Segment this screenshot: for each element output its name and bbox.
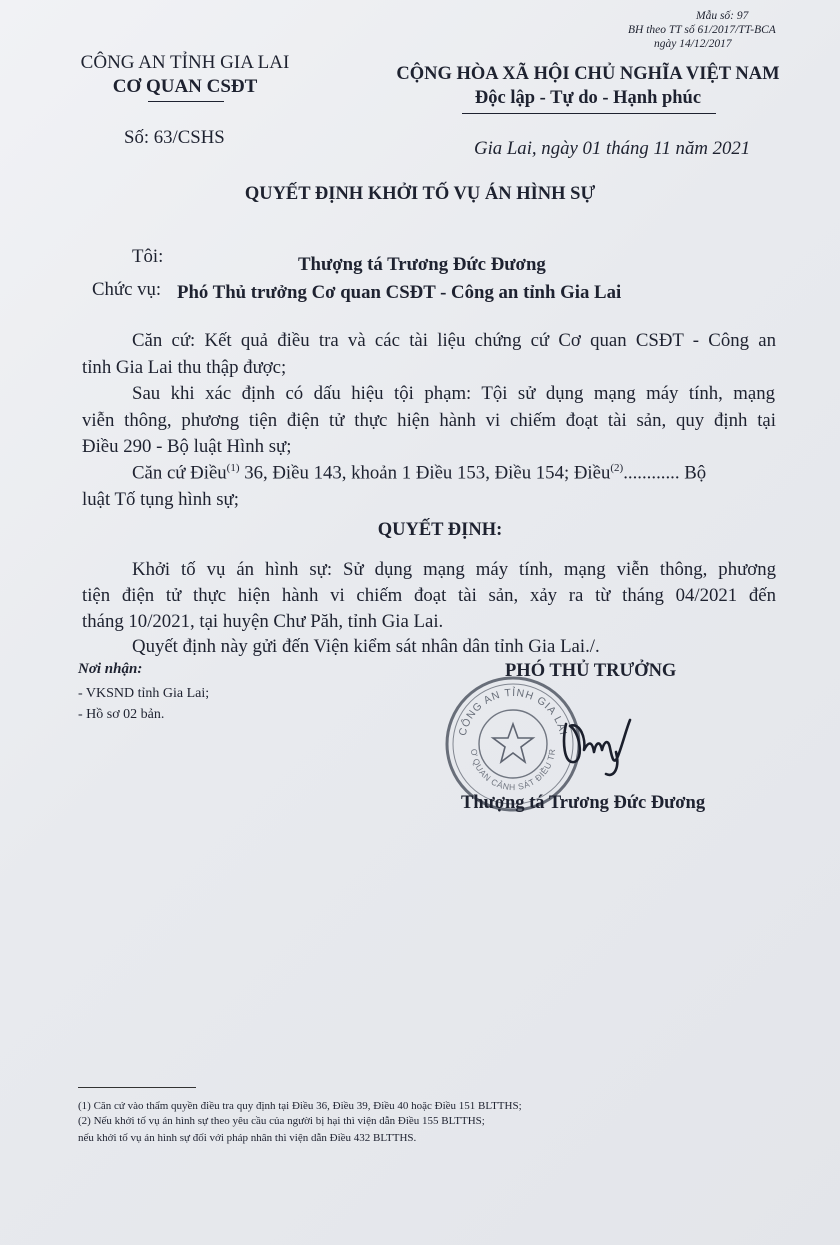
chucvu-value: Phó Thủ trưởng Cơ quan CSĐT - Công an tỉnh Gia Lai — [177, 282, 622, 303]
decision-heading: QUYẾT ĐỊNH: — [377, 520, 503, 540]
recipients-heading: Nơi nhận: — [78, 661, 143, 677]
p3-text-c: ............ Bộ — [623, 462, 707, 484]
agency-unit: CƠ QUAN CSĐT — [112, 76, 258, 97]
footnote-1: (1) Căn cứ vào thẩm quyền điều tra quy định tại Điều 36, Điều 39, Điều 40 hoặc Điều 151 BLTTHS; — [78, 1100, 522, 1112]
seal-bottom-text: CƠ QUAN CẢNH SÁT ĐIỀU TRA — [439, 666, 558, 793]
paragraph-2-line-1: Sau khi xác định có dấu hiệu tội phạm: Tội sử dụng mạng máy tính, mạng — [132, 383, 775, 404]
chucvu-label: Chức vụ: — [92, 279, 162, 300]
svg-text:CÔNG AN TỈNH GIA LAI — [457, 686, 569, 737]
footnote-2: (2) Nếu khởi tố vụ án hình sự theo yêu cầu của người bị hại thì viện dẫn Điều 155 BLTTHS; — [78, 1115, 485, 1127]
form-note — [628, 9, 798, 51]
agency-name: CÔNG AN TỈNH GIA LAI — [80, 52, 290, 73]
footnote-ref-1: (1) — [226, 462, 240, 474]
document-number: Số: 63/CSHS — [124, 127, 225, 148]
decision-line-1: Khởi tố vụ án hình sự: Sử dụng mạng máy tính, mạng viễn thông, phương — [132, 559, 776, 580]
footnote-3: nếu khởi tố vụ án hình sự đối với pháp nhân thì viện dẫn Điều 432 BLTTHS. — [78, 1132, 417, 1144]
paragraph-1-line-2: tỉnh Gia Lai thu thập được; — [82, 357, 287, 378]
nation-title: CỘNG HÒA XÃ HỘI CHỦ NGHĨA VIỆT NAM — [396, 64, 780, 84]
recipient-item: - VKSND tỉnh Gia Lai; — [78, 686, 210, 701]
handwritten-signature — [560, 712, 640, 782]
p3-text-a: Căn cứ Điều — [132, 462, 227, 484]
motto-underline — [462, 113, 716, 114]
paragraph-3-line-2: luật Tố tụng hình sự; — [82, 489, 239, 510]
signer-role: PHÓ THỦ TRƯỞNG — [505, 661, 677, 681]
paragraph-2-line-2: viễn thông, phương tiện điện tử thực hiện hành vi chiếm đoạt tài sản, quy định tại — [82, 410, 776, 431]
document-title: QUYẾT ĐỊNH KHỞI TỐ VỤ ÁN HÌNH SỰ — [244, 184, 596, 204]
decision-line-4: Quyết định này gửi đến Viện kiểm sát nhân dân tỉnh Gia Lai./. — [132, 636, 600, 657]
decision-line-2: tiện điện tử thực hiện hành vi chiếm đoạt tài sản, xảy ra từ tháng 04/2021 đến — [82, 585, 776, 606]
paragraph-2-line-3: Điều 290 - Bộ luật Hình sự; — [82, 436, 292, 457]
seal-star-icon — [493, 724, 533, 762]
place-date: Gia Lai, ngày 01 tháng 11 năm 2021 — [474, 138, 751, 159]
signer-name: Thượng tá Trương Đức Đương — [461, 793, 706, 813]
p3-text-b: 36, Điều 143, khoản 1 Điều 153, Điều 154; Điều — [239, 462, 611, 484]
seal-top-text: CÔNG AN TỈNH GIA LAI — [456, 686, 570, 737]
decision-line-3: tháng 10/2021, tại huyện Chư Păh, tỉnh Gia Lai. — [82, 611, 444, 632]
toi-label: Tôi: — [132, 246, 164, 267]
paragraph-3-line-1 — [132, 462, 706, 484]
footnote-ref-2: (2) — [610, 462, 624, 474]
agency-underline — [148, 101, 224, 102]
footnote-divider — [78, 1087, 196, 1088]
toi-value: Thượng tá Trương Đức Đương — [298, 254, 546, 275]
form-number: Mẫu số: 97 — [696, 10, 749, 22]
recipient-item: - Hồ sơ 02 bản. — [78, 707, 165, 722]
paragraph-1-line-1: Căn cứ: Kết quả điều tra và các tài liệu chứng cứ Cơ quan CSĐT - Công an — [132, 330, 776, 351]
form-date: ngày 14/12/2017 — [654, 38, 732, 50]
nation-motto: Độc lập - Tự do - Hạnh phúc — [474, 88, 702, 108]
form-reference: BH theo TT số 61/2017/TT-BCA — [628, 24, 776, 36]
